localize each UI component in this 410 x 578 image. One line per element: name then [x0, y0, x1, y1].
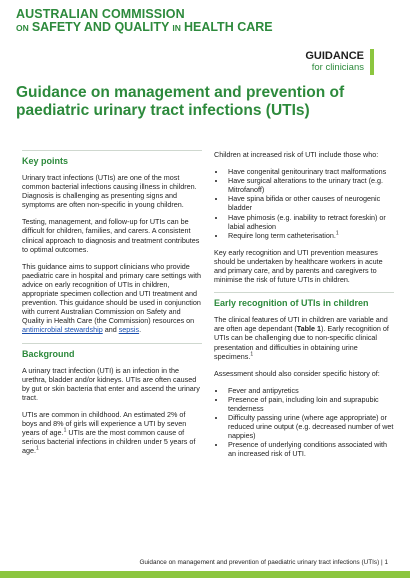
background-paragraph-2 [22, 410, 202, 455]
clinical-text-b: ). Early recognition of UTIs can be challenging due to non-specific clinical presentation and difficulties in obtaining urine specimens. [214, 324, 389, 361]
list-item: • Fever and antipyretics [226, 386, 394, 395]
list-item: • Presence of underlying conditions associated with an increased risk of UTI. [226, 440, 394, 458]
paragraph-3-end: . [139, 325, 142, 335]
antimicrobial-stewardship-link[interactable]: antimicrobial stewardship [22, 325, 103, 335]
logo-safety-quality: SAFETY AND QUALITY [31, 20, 170, 34]
measures-paragraph: Key early recognition and UTI prevention measures should be undertaken by healthcare workers in acute and primary care, and by parents and caregivers to minimise the risk of future UTIs in children. [214, 247, 383, 285]
background-heading: Background [22, 343, 202, 360]
list-item: • Have phimosis (e.g. inability to retract foreskin) or labial adhesion [226, 213, 394, 231]
risk-intro: Children at increased risk of UTI include those who: [214, 150, 379, 159]
paragraph-3-text: This guidance aims to support clinicians who provide paediatric care in hospital and primary care settings with advice on early recognition of UTIs in children, appropriate specimen collection and UTI treatment and prevention. This guidance should be used in conjunction with current Australian Commission on Safety and Quality in Health Care (the Commission) resources on [22, 261, 201, 326]
sepsis-link[interactable]: sepsis [118, 325, 140, 335]
risk-list [214, 167, 394, 240]
logo-line-1: AUSTRALIAN COMMISSION [16, 7, 185, 21]
background-paragraph-1: A urinary tract infection (UTI) is an infection in the urethra, bladder and/or kidneys. UTIs are often caused by gut or skin bacteria that enter and ascend the urinary tract. [22, 365, 200, 402]
paragraph-3-and: and [102, 325, 119, 335]
early-recognition-heading: Early recognition of UTIs in children [214, 292, 394, 309]
list-item [226, 231, 394, 240]
guidance-accent-bar [370, 49, 374, 75]
background-p2-rest: UTIs are the most common cause of serious bacterial infections in children under 5 years of age. [22, 428, 196, 456]
commission-logo [16, 8, 273, 35]
key-points-paragraph-1: Urinary tract infections (UTIs) are one of the most common bacterial infections causing illness in children. Diagnosis is challenging as presenting signs and symptoms are often non-specific in young children. [22, 173, 197, 210]
guidance-badge-subtitle: for clinicians [311, 62, 364, 73]
footnote-ref: 1 [335, 230, 339, 237]
assessment-list [214, 386, 394, 459]
list-item: • Have spina bifida or other causes of neurogenic bladder [226, 194, 394, 212]
key-points-heading: Key points [22, 150, 202, 167]
key-points-paragraph-3 [22, 262, 202, 335]
list-item: • Have congenital genitourinary tract malformations [226, 167, 394, 176]
page-title: Guidance on management and prevention of paediatric urinary tract infections (UTIs) [16, 84, 345, 119]
footnote-ref: 1 [250, 351, 254, 358]
risk-item-text: Require long term catheterisation. [228, 230, 336, 240]
footnote-ref: 1 [63, 427, 67, 434]
key-points-paragraph-2: Testing, management, and follow-up for UTIs can be difficult for children, families, and carers. A consistent clinical approach to diagnosis and treatment contributes to optimal outcomes. [22, 217, 200, 254]
list-item: • Difficulty passing urine (where age appropriate) or reduced urine output (e.g. decreased number of wet nappies) [226, 413, 394, 440]
logo-line-2 [16, 21, 273, 35]
background-p2-text: UTIs are common in childhood. An estimated 2% of boys and 8% of girls will experience a UTI by seven years of age. [22, 409, 187, 438]
guidance-badge [305, 50, 364, 74]
footer-accent-bar [0, 571, 410, 578]
guidance-badge-title: GUIDANCE [305, 50, 364, 62]
clinical-features-paragraph [214, 315, 394, 360]
assessment-intro: Assessment should also consider specific history of: [214, 368, 380, 378]
logo-health-care: HEALTH CARE [183, 20, 273, 34]
clinical-text-a: The clinical features of UTI in children are variable and are often age dependant ( [214, 315, 388, 334]
left-column [22, 150, 202, 463]
logo-in: IN [172, 23, 181, 33]
footnote-ref: 1 [36, 445, 39, 452]
list-item: • Have surgical alterations to the urinary tract (e.g. Mitrofanoff) [226, 176, 394, 194]
table-1-ref: Table 1 [296, 324, 321, 334]
right-column [214, 150, 394, 467]
page-footer: Guidance on management and prevention of paediatric urinary tract infections (UTIs) | 1 [139, 559, 388, 566]
list-item: • Presence of pain, including loin and suprapubic tenderness [226, 395, 394, 413]
logo-on: ON [16, 23, 29, 33]
